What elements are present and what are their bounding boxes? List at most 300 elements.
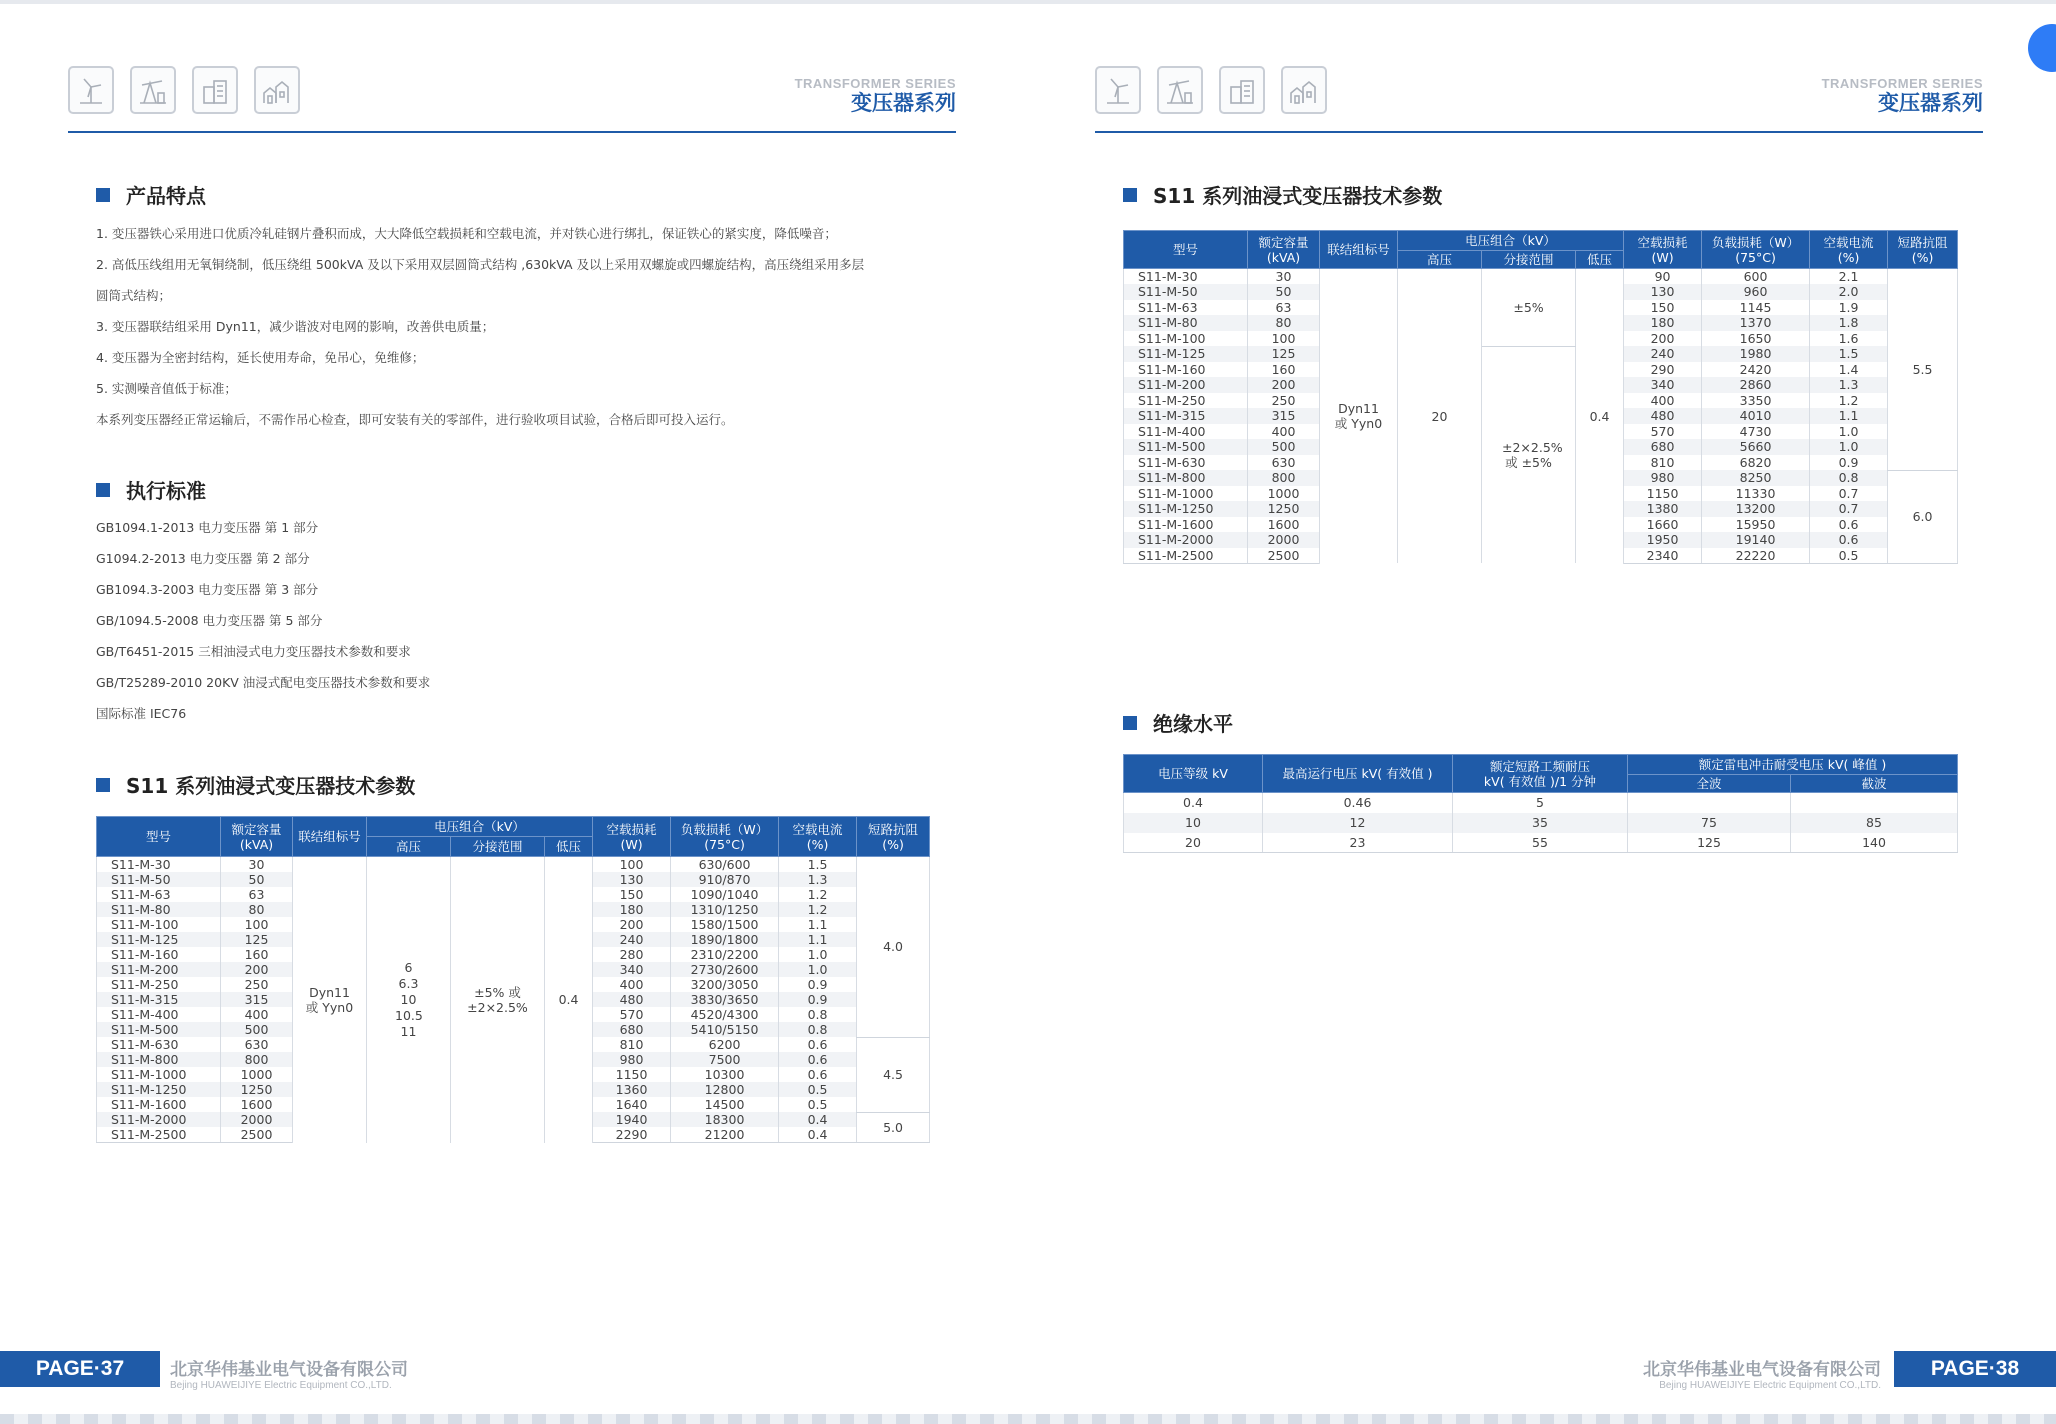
cell-model: S11-M-125: [1124, 346, 1248, 362]
col-header-tap: 分接范围: [1482, 251, 1576, 269]
cell-load-loss: 6200: [671, 1037, 779, 1052]
cell-tap: ±5%: [1482, 269, 1576, 347]
cell-noload-loss: 570: [1624, 424, 1702, 440]
cell-load-loss: 1580/1500: [671, 917, 779, 932]
section-title-text: 产品特点: [126, 184, 206, 208]
col-header-load-loss: 负载损耗（W） (75°C): [1702, 231, 1810, 269]
cell-impedance: 4.0: [857, 857, 930, 1038]
feature-line: 1. 变压器铁心采用进口优质冷轧硅钢片叠积而成，大大降低空载损耗和空载电流，并对铁心进行绑扎，保证铁心的紧实度，降低噪音；: [96, 226, 837, 241]
cell-capacity: 630: [221, 1037, 293, 1052]
wind-turbine-icon: [1095, 66, 1141, 114]
col-header-noload-loss: 空载损耗 (W): [593, 817, 671, 857]
col-header-hv: 高压: [1398, 251, 1482, 269]
cell-model: S11-M-500: [1124, 439, 1248, 455]
cell-noload-loss: 810: [1624, 455, 1702, 471]
header-rule: [1095, 131, 1983, 133]
factory-icon: [1219, 66, 1265, 114]
cell-tap: ±5% 或 ±2×2.5%: [451, 857, 545, 1143]
cell-noload-current: 1.0: [779, 962, 857, 977]
feature-line: 2. 高低压线组用无氧铜绕制，低压绕组 500kVA 及以下采用双层圆筒式结构 ,630kVA 及以上采用双螺旋或四螺旋结构，高压绕组采用多层: [96, 257, 865, 272]
cell-model: S11-M-1000: [1124, 486, 1248, 502]
cell-noload-current: 0.8: [779, 1022, 857, 1037]
cell-full-wave: 125: [1628, 833, 1791, 853]
series-cn: 变压器系列: [1878, 91, 1983, 115]
cell-impedance: 6.0: [1888, 470, 1958, 563]
cell-noload-loss: 150: [593, 887, 671, 902]
col-header-withstand: 额定短路工频耐压 kV( 有效值 )/1 分钟: [1453, 755, 1628, 793]
cell-model: S11-M-1000: [97, 1067, 221, 1082]
cell-capacity: 1000: [221, 1067, 293, 1082]
section-marker: [1123, 188, 1137, 202]
cell-noload-current: 0.6: [1810, 517, 1888, 533]
cell-model: S11-M-30: [97, 857, 221, 873]
cell-load-loss: 5660: [1702, 439, 1810, 455]
cell-noload-loss: 130: [593, 872, 671, 887]
cell-noload-loss: 90: [1624, 269, 1702, 285]
cell-load-loss: 7500: [671, 1052, 779, 1067]
cell-model: S11-M-400: [1124, 424, 1248, 440]
cell-model: S11-M-1600: [1124, 517, 1248, 533]
col-header-noload-loss: 空载损耗 (W): [1624, 231, 1702, 269]
cell-noload-current: 1.5: [779, 857, 857, 873]
cell-capacity: 200: [1248, 377, 1320, 393]
cell-model: S11-M-30: [1124, 269, 1248, 285]
feature-line: 圆筒式结构；: [96, 288, 172, 303]
cell-impedance: 5.0: [857, 1112, 930, 1143]
cell-model: S11-M-100: [97, 917, 221, 932]
cell-capacity: 1250: [1248, 501, 1320, 517]
cell-load-loss: 3830/3650: [671, 992, 779, 1007]
cell-voltage-level: 10: [1124, 813, 1263, 833]
cell-noload-loss: 1660: [1624, 517, 1702, 533]
cell-full-wave: [1628, 793, 1791, 813]
cell-noload-current: 1.9: [1810, 300, 1888, 316]
company-name-cn: 北京华伟基业电气设备有限公司: [170, 1360, 408, 1380]
cell-model: S11-M-50: [97, 872, 221, 887]
col-header-impedance: 短路抗阻 (%): [857, 817, 930, 857]
oil-pump-icon: [130, 66, 176, 114]
cell-noload-current: 0.4: [779, 1112, 857, 1127]
cell-model: S11-M-1250: [97, 1082, 221, 1097]
cell-model: S11-M-2000: [97, 1112, 221, 1127]
features-list: [96, 218, 864, 435]
cell-load-loss: 630/600: [671, 857, 779, 873]
cell-withstand: 55: [1453, 833, 1628, 853]
cell-noload-current: 1.2: [779, 887, 857, 902]
cell-noload-loss: 1380: [1624, 501, 1702, 517]
cell-noload-loss: 240: [1624, 346, 1702, 362]
cell-noload-current: 1.3: [1810, 377, 1888, 393]
table-row: [1124, 346, 1958, 362]
cell-capacity: 50: [1248, 284, 1320, 300]
page-number: PAGE·38: [1894, 1351, 2056, 1387]
cell-noload-loss: 280: [593, 947, 671, 962]
cell-load-loss: 3350: [1702, 393, 1810, 409]
cell-noload-current: 1.4: [1810, 362, 1888, 378]
cell-noload-loss: 680: [1624, 439, 1702, 455]
cell-model: S11-M-63: [97, 887, 221, 902]
cell-capacity: 125: [1248, 346, 1320, 362]
feature-line: 3. 变压器联结组采用 Dyn11，减少谐波对电网的影响，改善供电质量；: [96, 319, 495, 334]
cell-model: S11-M-80: [1124, 315, 1248, 331]
cell-tap: ±2×2.5% 或 ±5%: [1482, 346, 1576, 563]
cell-model: S11-M-315: [1124, 408, 1248, 424]
cell-noload-loss: 400: [593, 977, 671, 992]
col-header-model: 型号: [97, 817, 221, 857]
cell-model: S11-M-315: [97, 992, 221, 1007]
cell-noload-loss: 180: [593, 902, 671, 917]
company-name-cn: 北京华伟基业电气设备有限公司: [1643, 1360, 1881, 1380]
header-rule: [68, 131, 956, 133]
cell-noload-current: 2.0: [1810, 284, 1888, 300]
cell-load-loss: 1310/1250: [671, 902, 779, 917]
cell-load-loss: 2860: [1702, 377, 1810, 393]
section-title-insulation: [1123, 708, 1233, 737]
cell-max-voltage: 12: [1263, 813, 1453, 833]
cell-noload-current: 1.0: [779, 947, 857, 962]
cell-noload-current: 1.2: [779, 902, 857, 917]
section-title-text: 绝缘水平: [1153, 712, 1233, 736]
standards-list: [96, 512, 430, 729]
cell-noload-current: 1.1: [779, 917, 857, 932]
cell-noload-current: 0.6: [779, 1037, 857, 1052]
cell-noload-current: 0.5: [779, 1097, 857, 1112]
table-row: [97, 857, 930, 873]
cell-noload-loss: 2340: [1624, 548, 1702, 564]
cell-noload-current: 1.5: [1810, 346, 1888, 362]
cell-capacity: 400: [1248, 424, 1320, 440]
cell-load-loss: 960: [1702, 284, 1810, 300]
standard-item: GB/T6451-2015 三相油浸式电力变压器技术参数和要求: [96, 644, 411, 659]
cell-noload-loss: 980: [593, 1052, 671, 1067]
col-header-capacity: 额定容量 (kVA): [221, 817, 293, 857]
cell-max-voltage: 0.46: [1263, 793, 1453, 813]
feature-line: 5. 实测噪音值低于标准；: [96, 381, 237, 396]
col-header-connection: 联结组标号: [293, 817, 367, 857]
cell-capacity: 63: [1248, 300, 1320, 316]
cell-load-loss: 4520/4300: [671, 1007, 779, 1022]
cell-withstand: 35: [1453, 813, 1628, 833]
cell-model: S11-M-200: [97, 962, 221, 977]
col-header-noload-current: 空载电流 (%): [779, 817, 857, 857]
cell-capacity: 250: [221, 977, 293, 992]
cell-withstand: 5: [1453, 793, 1628, 813]
cell-impedance: 4.5: [857, 1037, 930, 1112]
floating-action-button[interactable]: [2028, 24, 2056, 72]
oil-pump-icon: [1157, 66, 1203, 114]
col-header-voltage-level: 电压等级 kV: [1124, 755, 1263, 793]
section-title-spec-table: [1123, 180, 1442, 209]
page-number: PAGE·37: [0, 1351, 160, 1387]
cell-load-loss: 15950: [1702, 517, 1810, 533]
cell-load-loss: 1370: [1702, 315, 1810, 331]
cell-capacity: 2000: [1248, 532, 1320, 548]
cell-noload-loss: 1150: [593, 1067, 671, 1082]
cell-noload-loss: 480: [1624, 408, 1702, 424]
cell-noload-current: 2.1: [1810, 269, 1888, 285]
cell-load-loss: 1890/1800: [671, 932, 779, 947]
col-header-capacity: 额定容量 (kVA): [1248, 231, 1320, 269]
cell-noload-loss: 1640: [593, 1097, 671, 1112]
cell-noload-current: 1.0: [1810, 439, 1888, 455]
company-name-en: Bejing HUAWEIJIYE Electric Equipment CO.,LTD.: [1659, 1380, 1881, 1391]
cell-model: S11-M-50: [1124, 284, 1248, 300]
cell-capacity: 630: [1248, 455, 1320, 471]
cell-noload-loss: 1940: [593, 1112, 671, 1127]
cell-load-loss: 1145: [1702, 300, 1810, 316]
cell-capacity: 250: [1248, 393, 1320, 409]
section-marker: [1123, 716, 1137, 730]
cell-noload-loss: 1150: [1624, 486, 1702, 502]
cell-full-wave: 75: [1628, 813, 1791, 833]
section-title-text: S11 系列油浸式变压器技术参数: [126, 774, 416, 798]
city-icon: [1281, 66, 1327, 114]
cell-noload-current: 0.5: [1810, 548, 1888, 564]
table-row: [1124, 813, 1958, 833]
cell-noload-current: 0.4: [779, 1127, 857, 1143]
cell-load-loss: 11330: [1702, 486, 1810, 502]
cell-capacity: 100: [221, 917, 293, 932]
bottom-edge: [0, 1414, 2056, 1424]
cell-noload-loss: 810: [593, 1037, 671, 1052]
series-cn: 变压器系列: [851, 91, 956, 115]
cell-capacity: 315: [1248, 408, 1320, 424]
section-marker: [96, 778, 110, 792]
cell-chopped-wave: 85: [1791, 813, 1958, 833]
cell-noload-current: 0.9: [1810, 455, 1888, 471]
cell-load-loss: 1980: [1702, 346, 1810, 362]
cell-capacity: 200: [221, 962, 293, 977]
company-name-en: Bejing HUAWEIJIYE Electric Equipment CO.,LTD.: [170, 1380, 392, 1391]
feature-line: 4. 变压器为全密封结构，延长使用寿命，免吊心，免维修；: [96, 350, 425, 365]
cell-noload-loss: 240: [593, 932, 671, 947]
series-en: TRANSFORMER SERIES: [1821, 76, 1983, 91]
cell-noload-loss: 200: [1624, 331, 1702, 347]
cell-load-loss: 13200: [1702, 501, 1810, 517]
company-block: [170, 1355, 408, 1391]
cell-load-loss: 8250: [1702, 470, 1810, 486]
cell-noload-current: 0.6: [779, 1052, 857, 1067]
cell-chopped-wave: 140: [1791, 833, 1958, 853]
col-header-impulse: 额定雷电冲击耐受电压 kV( 峰值 ): [1628, 755, 1958, 775]
cell-load-loss: 18300: [671, 1112, 779, 1127]
cell-model: S11-M-100: [1124, 331, 1248, 347]
cell-model: S11-M-160: [97, 947, 221, 962]
cell-model: S11-M-250: [97, 977, 221, 992]
cell-load-loss: 2310/2200: [671, 947, 779, 962]
table-row: [1124, 269, 1958, 285]
standard-item: 国际标准 IEC76: [96, 706, 187, 721]
cell-capacity: 80: [221, 902, 293, 917]
cell-noload-current: 1.6: [1810, 331, 1888, 347]
cell-noload-loss: 1360: [593, 1082, 671, 1097]
cell-noload-loss: 100: [593, 857, 671, 873]
cell-load-loss: 14500: [671, 1097, 779, 1112]
col-header-noload-current: 空载电流 (%): [1810, 231, 1888, 269]
cell-noload-current: 1.1: [1810, 408, 1888, 424]
cell-noload-loss: 680: [593, 1022, 671, 1037]
cell-voltage-level: 20: [1124, 833, 1263, 853]
section-title-text: 执行标准: [126, 479, 206, 503]
cell-capacity: 30: [221, 857, 293, 873]
cell-capacity: 2000: [221, 1112, 293, 1127]
cell-capacity: 2500: [1248, 548, 1320, 564]
cell-model: S11-M-800: [97, 1052, 221, 1067]
cell-load-loss: 2730/2600: [671, 962, 779, 977]
cell-load-loss: 12800: [671, 1082, 779, 1097]
cell-noload-loss: 290: [1624, 362, 1702, 378]
cell-noload-loss: 340: [593, 962, 671, 977]
table-row: [1124, 833, 1958, 853]
cell-noload-current: 1.3: [779, 872, 857, 887]
cell-noload-current: 0.7: [1810, 501, 1888, 517]
table-row: [1124, 793, 1958, 813]
cell-capacity: 30: [1248, 269, 1320, 285]
standard-item: GB1094.3-2003 电力变压器 第 3 部分: [96, 582, 319, 597]
col-header-voltage-group: 电压组合（kV）: [1398, 231, 1624, 251]
cell-load-loss: 10300: [671, 1067, 779, 1082]
col-header-impedance: 短路抗阻 (%): [1888, 231, 1958, 269]
cell-voltage-level: 0.4: [1124, 793, 1263, 813]
city-icon: [254, 66, 300, 114]
cell-impedance: 5.5: [1888, 269, 1958, 471]
cell-capacity: 500: [221, 1022, 293, 1037]
cell-noload-current: 0.8: [1810, 470, 1888, 486]
cell-model: S11-M-400: [97, 1007, 221, 1022]
cell-capacity: 100: [1248, 331, 1320, 347]
cell-capacity: 400: [221, 1007, 293, 1022]
header-icons: [1095, 66, 1327, 114]
cell-capacity: 500: [1248, 439, 1320, 455]
cell-model: S11-M-1600: [97, 1097, 221, 1112]
cell-model: S11-M-630: [1124, 455, 1248, 471]
cell-noload-loss: 480: [593, 992, 671, 1007]
cell-capacity: 1600: [1248, 517, 1320, 533]
cell-chopped-wave: [1791, 793, 1958, 813]
spec-table-37: [96, 816, 930, 1143]
cell-model: S11-M-630: [97, 1037, 221, 1052]
cell-load-loss: 1650: [1702, 331, 1810, 347]
cell-noload-loss: 570: [593, 1007, 671, 1022]
wind-turbine-icon: [68, 66, 114, 114]
cell-noload-loss: 200: [593, 917, 671, 932]
cell-lv: 0.4: [545, 857, 593, 1143]
cell-noload-loss: 400: [1624, 393, 1702, 409]
cell-noload-current: 1.2: [1810, 393, 1888, 409]
standard-item: GB/1094.5-2008 电力变压器 第 5 部分: [96, 613, 323, 628]
cell-capacity: 63: [221, 887, 293, 902]
section-marker: [96, 188, 110, 202]
cell-model: S11-M-500: [97, 1022, 221, 1037]
cell-noload-loss: 130: [1624, 284, 1702, 300]
cell-capacity: 1250: [221, 1082, 293, 1097]
cell-load-loss: 6820: [1702, 455, 1810, 471]
cell-noload-loss: 340: [1624, 377, 1702, 393]
cell-load-loss: 19140: [1702, 532, 1810, 548]
feature-line: 本系列变压器经正常运输后，不需作吊心检查，即可安装有关的零部件，进行验收项目试验，合格后即可投入运行。: [96, 412, 734, 427]
insulation-table: [1123, 754, 1958, 853]
cell-noload-current: 0.9: [779, 977, 857, 992]
section-title-standards: [96, 475, 206, 504]
cell-noload-loss: 2290: [593, 1127, 671, 1143]
cell-model: S11-M-80: [97, 902, 221, 917]
spec-table-38: [1123, 230, 1958, 564]
section-title-spec-table: [96, 770, 415, 799]
col-header-hv: 高压: [367, 837, 451, 857]
cell-capacity: 800: [1248, 470, 1320, 486]
cell-load-loss: 910/870: [671, 872, 779, 887]
cell-model: S11-M-2500: [1124, 548, 1248, 564]
cell-model: S11-M-250: [1124, 393, 1248, 409]
cell-load-loss: 1090/1040: [671, 887, 779, 902]
factory-icon: [192, 66, 238, 114]
cell-capacity: 125: [221, 932, 293, 947]
cell-connection: Dyn11 或 Yyn0: [1320, 269, 1398, 564]
cell-max-voltage: 23: [1263, 833, 1453, 853]
cell-connection: Dyn11 或 Yyn0: [293, 857, 367, 1143]
cell-load-loss: 5410/5150: [671, 1022, 779, 1037]
section-marker: [96, 483, 110, 497]
cell-hv: 20: [1398, 269, 1482, 564]
col-header-tap: 分接范围: [451, 837, 545, 857]
cell-model: S11-M-1250: [1124, 501, 1248, 517]
cell-capacity: 1600: [221, 1097, 293, 1112]
cell-model: S11-M-160: [1124, 362, 1248, 378]
cell-model: S11-M-2000: [1124, 532, 1248, 548]
col-header-lv: 低压: [545, 837, 593, 857]
cell-noload-current: 0.6: [1810, 532, 1888, 548]
cell-noload-current: 1.8: [1810, 315, 1888, 331]
cell-noload-current: 0.6: [779, 1067, 857, 1082]
col-header-max-voltage: 最高运行电压 kV( 有效值 ): [1263, 755, 1453, 793]
cell-noload-loss: 180: [1624, 315, 1702, 331]
col-header-load-loss: 负载损耗（W） (75°C): [671, 817, 779, 857]
cell-model: S11-M-63: [1124, 300, 1248, 316]
cell-load-loss: 4730: [1702, 424, 1810, 440]
cell-load-loss: 4010: [1702, 408, 1810, 424]
series-heading: [795, 76, 956, 115]
cell-noload-current: 1.1: [779, 932, 857, 947]
company-block: [1643, 1355, 1881, 1391]
cell-noload-loss: 980: [1624, 470, 1702, 486]
cell-capacity: 160: [221, 947, 293, 962]
col-header-chopped-wave: 截波: [1791, 775, 1958, 793]
cell-noload-current: 0.8: [779, 1007, 857, 1022]
cell-load-loss: 600: [1702, 269, 1810, 285]
cell-load-loss: 22220: [1702, 548, 1810, 564]
section-title-features: [96, 180, 206, 209]
cell-model: S11-M-2500: [97, 1127, 221, 1143]
cell-model: S11-M-200: [1124, 377, 1248, 393]
col-header-full-wave: 全波: [1628, 775, 1791, 793]
cell-capacity: 315: [221, 992, 293, 1007]
header-icons: [68, 66, 300, 114]
col-header-lv: 低压: [1576, 251, 1624, 269]
cell-noload-current: 0.7: [1810, 486, 1888, 502]
standard-item: GB1094.1-2013 电力变压器 第 1 部分: [96, 520, 319, 535]
col-header-voltage-group: 电压组合（kV）: [367, 817, 593, 837]
col-header-connection: 联结组标号: [1320, 231, 1398, 269]
cell-load-loss: 2420: [1702, 362, 1810, 378]
cell-model: S11-M-800: [1124, 470, 1248, 486]
cell-load-loss: 3200/3050: [671, 977, 779, 992]
cell-noload-loss: 150: [1624, 300, 1702, 316]
cell-load-loss: 21200: [671, 1127, 779, 1143]
cell-noload-current: 0.5: [779, 1082, 857, 1097]
col-header-model: 型号: [1124, 231, 1248, 269]
cell-model: S11-M-125: [97, 932, 221, 947]
cell-noload-loss: 1950: [1624, 532, 1702, 548]
